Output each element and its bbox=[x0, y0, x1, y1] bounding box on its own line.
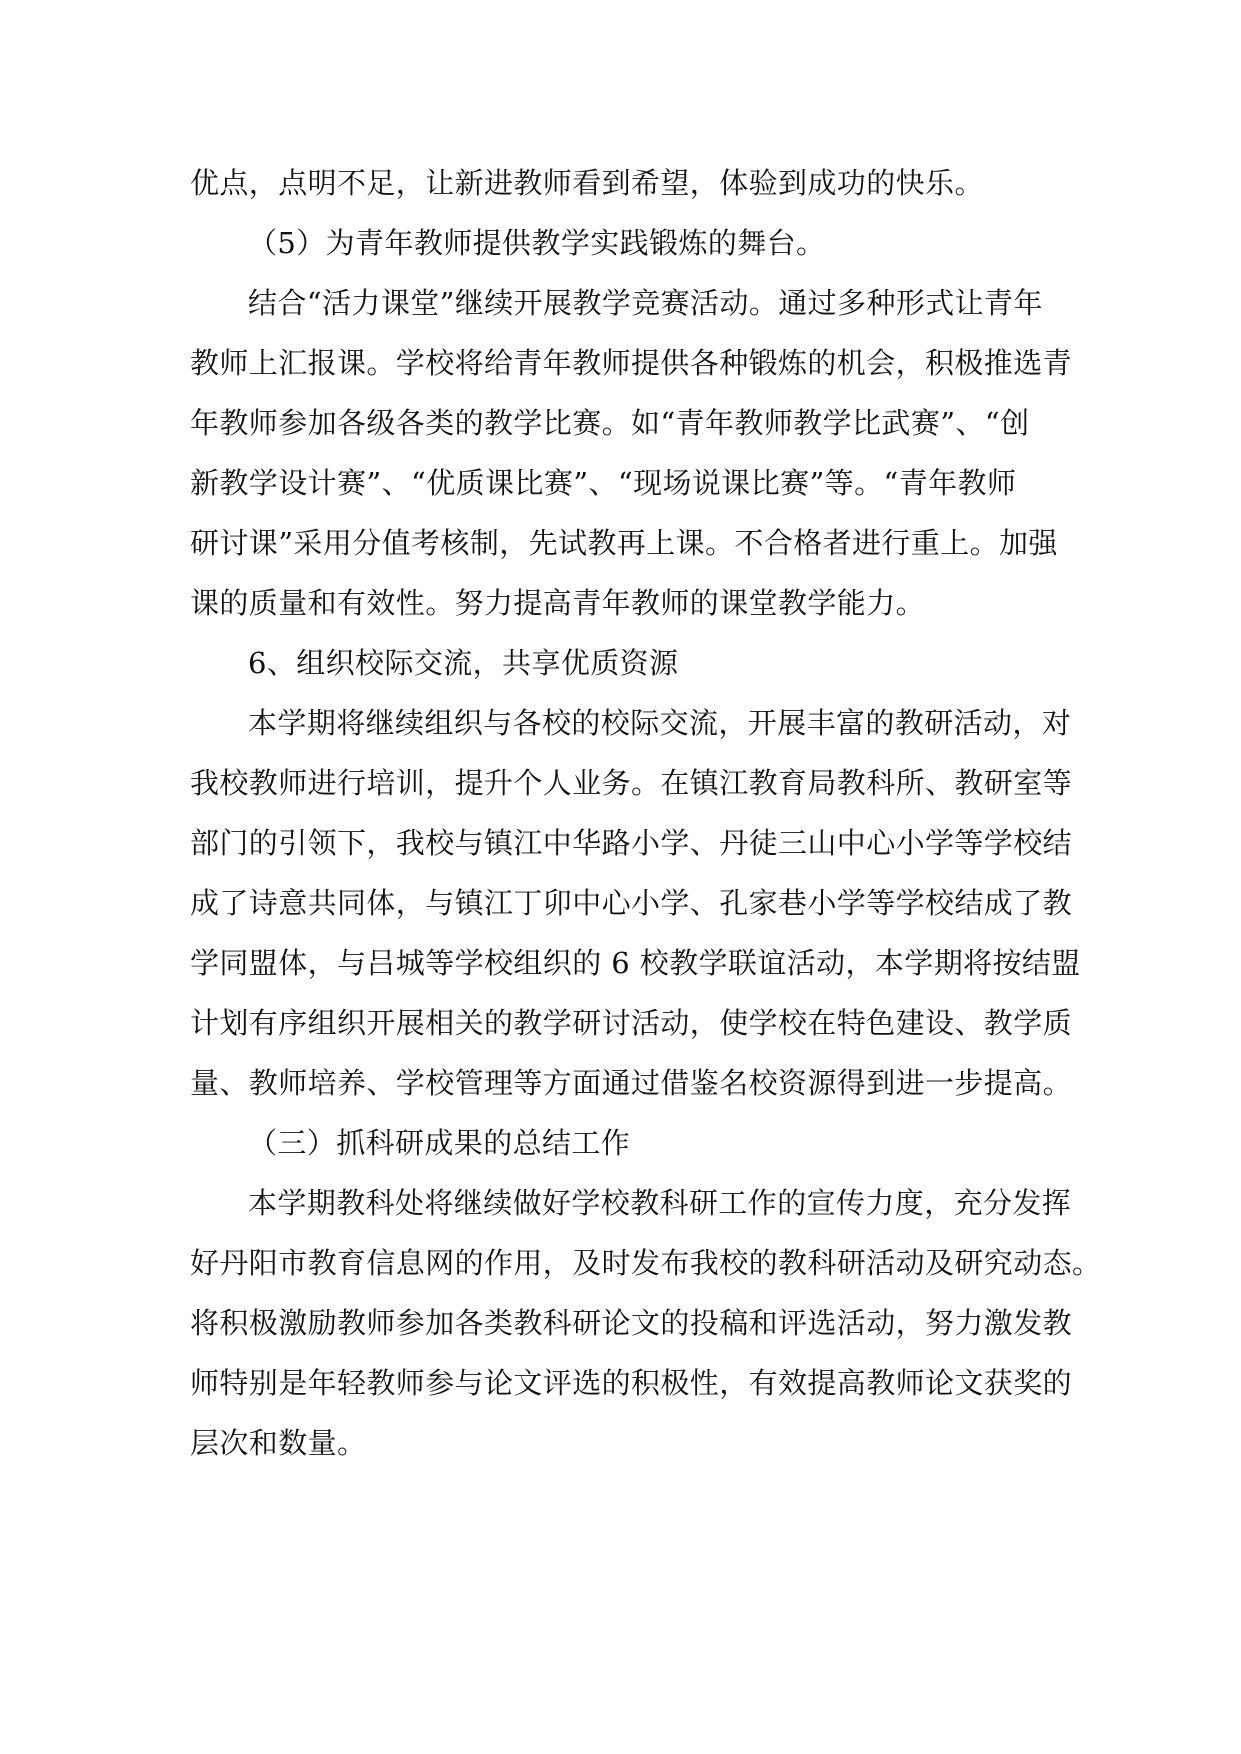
paragraph-line: 成了诗意共同体，与镇江丁卯中心小学、孔家巷小学等学校结成了教 bbox=[190, 886, 1073, 920]
paragraph-line: 课的质量和有效性。努力提高青年教师的课堂教学能力。 bbox=[190, 586, 926, 620]
paragraph-line: 本学期将继续组织与各校的校际交流，开展丰富的教研活动，对 bbox=[248, 706, 1072, 740]
paragraph-line: 部门的引领下，我校与镇江中华路小学、丹徒三山中心小学等学校结 bbox=[190, 826, 1073, 860]
paragraph-line: 计划有序组织开展相关的教学研讨活动，使学校在特色建设、教学质 bbox=[190, 1006, 1073, 1040]
section-heading-3: （三）抓科研成果的总结工作 bbox=[248, 1126, 631, 1160]
paragraph-line: 我校教师进行培训，提升个人业务。在镇江教育局教科所、教研室等 bbox=[190, 766, 1073, 800]
paragraph-line: 结合“活力课堂”继续开展教学竞赛活动。通过多种形式让青年 bbox=[248, 286, 1043, 320]
paragraph-line: 年教师参加各级各类的教学比赛。如“青年教师教学比武赛”、“创 bbox=[190, 406, 1030, 440]
paragraph-line: 师特别是年轻教师参与论文评选的积极性，有效提高教师论文获奖的 bbox=[190, 1366, 1073, 1400]
paragraph-line: 优点，点明不足，让新进教师看到希望，体验到成功的快乐。 bbox=[190, 166, 984, 200]
paragraph-line: 新教学设计赛”、“优质课比赛”、“现场说课比赛”等。“青年教师 bbox=[190, 466, 1017, 500]
paragraph-line: 将积极激励教师参加各类教科研论文的投稿和评选活动，努力激发教 bbox=[190, 1306, 1073, 1340]
paragraph-line: 教师上汇报课。学校将给青年教师提供各种锻炼的机会，积极推选青 bbox=[190, 346, 1073, 380]
paragraph-line: 量、教师培养、学校管理等方面通过借鉴名校资源得到进一步提高。 bbox=[190, 1066, 1073, 1100]
paragraph-line: 研讨课”采用分值考核制，先试教再上课。不合格者进行重上。加强 bbox=[190, 526, 1058, 560]
section-heading-5: （5）为青年教师提供教学实践锻炼的舞台。 bbox=[248, 226, 826, 260]
paragraph-line: 好丹阳市教育信息网的作用，及时发布我校的教科研活动及研究动态。 bbox=[190, 1246, 1102, 1280]
section-heading-6: 6、组织校际交流，共享优质资源 bbox=[248, 646, 679, 680]
paragraph-line: 层次和数量。 bbox=[190, 1426, 367, 1460]
paragraph-line: 本学期教科处将继续做好学校教科研工作的宣传力度，充分发挥 bbox=[248, 1186, 1072, 1220]
paragraph-line: 学同盟体，与吕城等学校组织的 6 校教学联谊活动，本学期将按结盟 bbox=[190, 946, 1081, 980]
